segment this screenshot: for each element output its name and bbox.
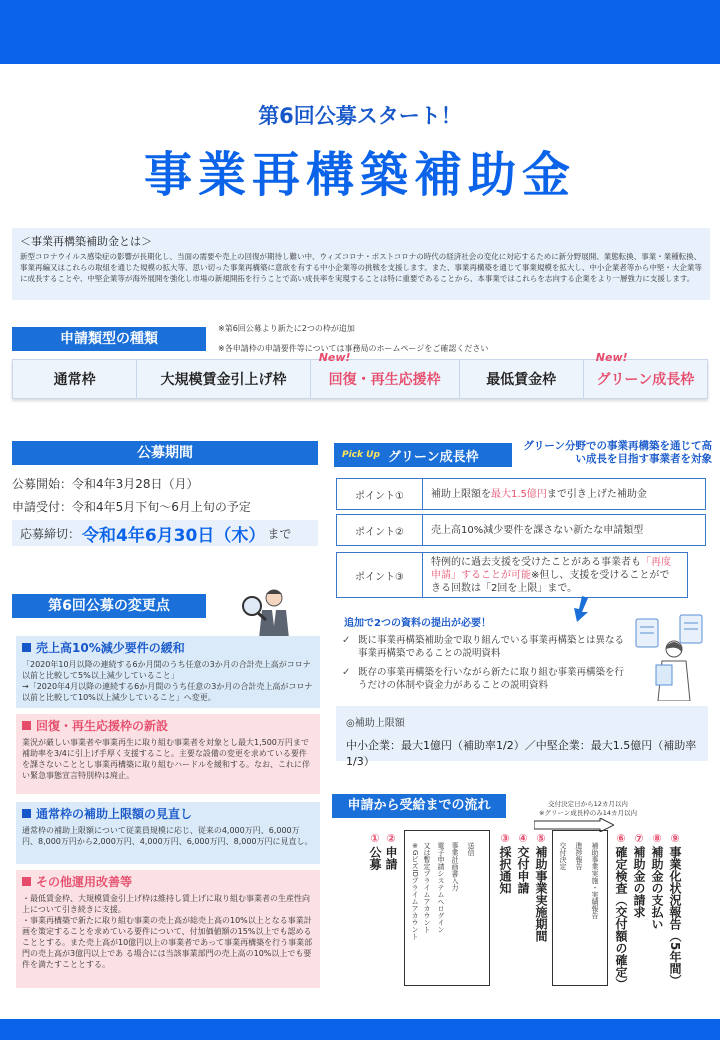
point-row (336, 478, 706, 510)
type-label: 回復・再生応援枠 (328, 372, 441, 388)
flow-note: 交付決定日から12カ月以内 ※グリーン成長枠のみ14カ月以内 (538, 800, 638, 817)
period-accept: 申請受付：令和4年5月下旬～6月上旬の予定 (12, 500, 251, 514)
change-item (16, 870, 320, 988)
woman-document-icon (634, 613, 710, 701)
flow-sub: 進捗報告 (575, 842, 583, 870)
type-label: 大規模賃金引上げ枠 (160, 372, 287, 388)
point-label: ポイント② (337, 515, 423, 545)
change-item (16, 714, 320, 794)
limit-title: ◎補助上限額 (346, 718, 405, 729)
pickup-note: グリーン分野での事業再構築を通じて高い成長を目指す事業者を対象 (523, 440, 712, 465)
flow-step: ①公募 (368, 832, 382, 870)
page-subtitle: 第6回公募スタート！ (258, 104, 462, 128)
flow-step: ⑤補助事業実施期間 (534, 832, 548, 942)
deadline-prefix: 応募締切： (20, 526, 81, 541)
new-tag: New! (595, 351, 628, 364)
bottom-banner (0, 1019, 720, 1040)
flow-sub: ※GビズIDプライムアカウント (411, 842, 419, 940)
types-row (12, 351, 708, 399)
flow-step: ⑦補助金の請求 (632, 832, 646, 918)
change-body: ・最低賃金枠、大規模賃金引上げ枠は維持し賃上げに取り組む事業者の生産性向上について引き続きに支援。 ・事業再構築で新たに取り組む事業の売上高が総売上高の10%以上となる事業計画を策定することを求めている要件について、付加価値額の15%以上でも認めることとする。また売上高が10億円以上の事業者であって事業再構築を行う事業部門の売上高が3億円以上であ る場合には当該事業部門の売上高の10%以上でも要件を満たすこととする。 (22, 894, 313, 969)
change-title: 回復・再生応援枠の新設 (36, 719, 169, 733)
change-body: 業況が厳しい事業者や事業再生に取り組む事業者を対象とし最大1,500万円まで補助率を3/4に引上げ手厚く支援すること。主要な設備の変更を求めている要件を課さないこととし事業再構築に取り組むハードルを緩和する。なお、これに伴い緊急事態宣言特別枠は廃止。 (22, 738, 310, 780)
additional-title: 追加で2つの資料の提出が必要！ (344, 618, 491, 629)
type-label: 通常枠 (53, 372, 96, 388)
point-desc: 補助上限額を 最大1.5億円 まで引き上げた補助金 (431, 488, 647, 500)
change-title: その他運用改善等 (36, 875, 133, 889)
pickup-heading (334, 443, 512, 467)
top-banner (0, 0, 720, 64)
pickup-tag: Pick Up (342, 450, 380, 460)
change-item (16, 802, 320, 864)
types-note-1: ※第6回公募より新たに2つの枠が追加 (218, 324, 355, 333)
intro-heading: ＜事業再構築補助金とは＞ (20, 235, 152, 248)
change-item (16, 636, 320, 708)
additional-item: ✓ 既存の事業再構築を行いながら新たに取り組む事業再構築を行うだけの体制や資金力があることの説明資料 (342, 666, 632, 692)
period-heading: 公募期間 (12, 441, 318, 465)
flow-sub: 交付決定 (559, 842, 567, 870)
type-item (137, 360, 311, 398)
period-start: 公募開始：令和4年3月28日（月） (12, 477, 199, 491)
deadline-suffix: まで (267, 526, 292, 541)
flow-step: ⑨事業化状況報告（5年間） (668, 832, 682, 987)
type-label: グリーン成長枠 (596, 372, 695, 388)
intro-panel (12, 228, 710, 300)
limit-box (336, 706, 708, 768)
flow-sub: 送信 (467, 842, 475, 856)
flow-step: ⑧補助金の支払い (650, 832, 664, 930)
point-label: ポイント③ (337, 553, 423, 597)
arrow-down-icon (568, 596, 594, 622)
point-row (336, 514, 706, 546)
pickup-title: グリーン成長枠 (387, 449, 479, 465)
limit-value: 中小企業：最大1億円（補助率1/2）／中堅企業：最大1.5億円（補助率1/3） (346, 739, 697, 768)
page-title: 事業再構築補助金 (143, 147, 576, 203)
flow-sub: 事業計画書入力 (451, 842, 459, 891)
point-row (336, 552, 688, 598)
period-deadline (12, 520, 318, 546)
flow-step: ②申請 (384, 832, 398, 870)
change-body: 通常枠の補助上限額について従業員規模に応じ、従来の4,000万円、6,000万円、8,000万円から2,000万円、4,000万円、6,000万円、8,000万円に見直し。 (22, 826, 313, 846)
type-item-new (311, 351, 460, 398)
additional-list (342, 634, 632, 698)
flow-step: ④交付申請 (516, 832, 530, 894)
changes-heading: 第6回公募の変更点 (12, 594, 206, 618)
intro-body: 新型コロナウイルス感染症の影響が長期化し、当面の需要や売上の回復が期待し難い中、ウィズコロナ・ポストコロナの時代の経済社会の変化に対応するために新分野展開、業態転換、事業・業種転換、事業再編又はこれらの取組を通じた規模の拡大等、思い切った事業再構築に意欲を有する中小企業等の挑戦を支援します。また、事業再構築を通じて事業規模を拡大し、中小企業者等から中堅・大企業等に成長することや、中堅企業等が海外展開を強化し市場の新規開拓を行うことで高い成長率を実現することは特に重要であることから、本事業ではこれらを志向する企業をより一層強力に支援します。 (20, 252, 702, 283)
flow-step: ③採択通知 (498, 832, 512, 894)
point-desc: 特例的に過去支援を受けたことがある事業者も「再度申請」することが可能※但し、支援を受けることができる回数は「2回を上限」まで。 (431, 556, 671, 594)
type-item (13, 360, 137, 398)
type-item (460, 360, 584, 398)
point-label: ポイント① (337, 479, 423, 509)
additional-item: ✓ 既に事業再構築補助金で取り組んでいる事業再構築とは異なる事業再構築であることの説明資料 (342, 634, 632, 660)
flow-sub: 補助事業実施・実績報告 (591, 842, 599, 919)
flow-heading: 申請から受給までの流れ (332, 794, 506, 818)
type-item-new (584, 351, 707, 398)
flow-step: ⑥確定検査（交付額の確定） (614, 832, 628, 990)
type-label: 最低賃金枠 (486, 372, 557, 388)
change-body: 「2020年10月以降の連続する6か月間のうち任意の3か月の合計売上高がコロナ以前と比較して5%以上減少していること」 →「2020年4月以降の連続する6か月間のうち任意の3か月の合計売上高がコロナ以前と比較して10%以上減少していること」へ変更。 (22, 660, 313, 702)
period-dates (12, 473, 318, 495)
types-note-2: ※各申請枠の申請要件等については事務局のホームページをご確認ください (218, 344, 489, 353)
flow-sub: 又は暫定プライムアカウント (423, 842, 431, 933)
period-accept-wrap (12, 496, 318, 518)
change-title: 通常枠の補助上限額の見直し (36, 807, 193, 821)
point-desc: 売上高10%減少要件を課さない新たな申請類型 (431, 524, 644, 536)
new-tag: New! (318, 351, 351, 364)
flow-sub: 電子申請システムへログイン (437, 842, 445, 933)
change-title: 売上高10%減少要件の緩和 (36, 641, 185, 655)
deadline-date: 令和4年6月30日（木） (82, 525, 266, 546)
types-heading: 申請類型の種類 (12, 327, 206, 351)
